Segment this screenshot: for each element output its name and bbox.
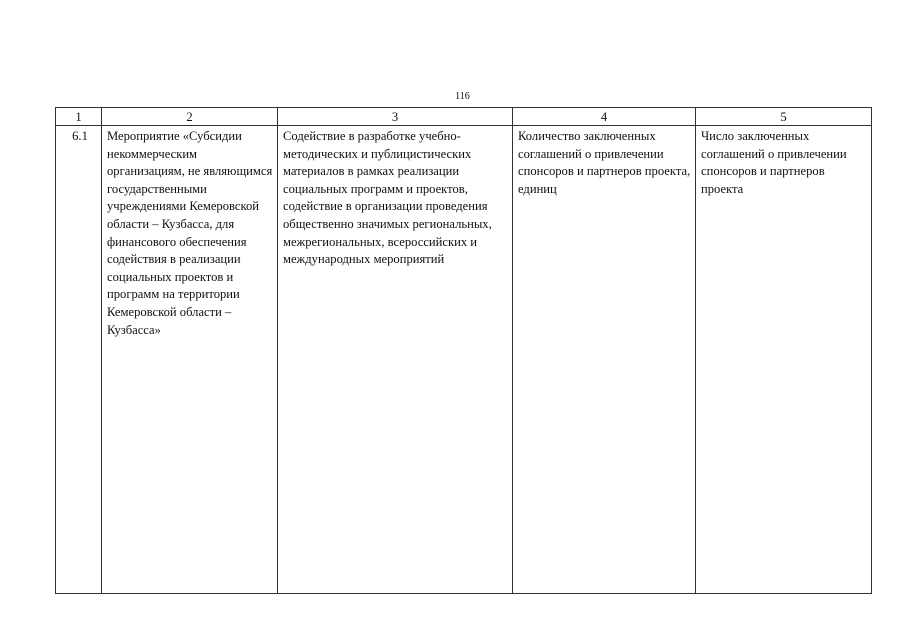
column-header: 1 — [56, 108, 102, 126]
row-number-cell: 6.1 — [56, 126, 102, 594]
column-header: 5 — [696, 108, 872, 126]
indicator-cell: Количество заключенных соглашений о привлечении спонсоров и партнеров проекта, единиц — [513, 126, 696, 594]
measure-cell: Мероприятие «Субсидии некоммерческим организациям, не являющимся государственными учреждениями Кемеровской области – Кузбасса, для финансового обеспечения содействия в реализации социальных проектов и программ на территории Кемеровской области – Кузбасса» — [102, 126, 278, 594]
content-cell: Содействие в разработке учебно-методических и публицистических материалов в рамках реализации социальных программ и проектов, содействие в организации проведения общественно значимых региональных, межрегиональных, всероссийских и международных мероприятий — [278, 126, 513, 594]
table-header-row — [56, 108, 872, 126]
page-number: 116 — [455, 91, 470, 102]
column-header: 2 — [102, 108, 278, 126]
column-header: 4 — [513, 108, 696, 126]
table-row — [56, 126, 872, 594]
column-header: 3 — [278, 108, 513, 126]
document-table — [55, 107, 872, 594]
description-cell: Число заключенных соглашений о привлечении спонсоров и партнеров проекта — [696, 126, 872, 594]
